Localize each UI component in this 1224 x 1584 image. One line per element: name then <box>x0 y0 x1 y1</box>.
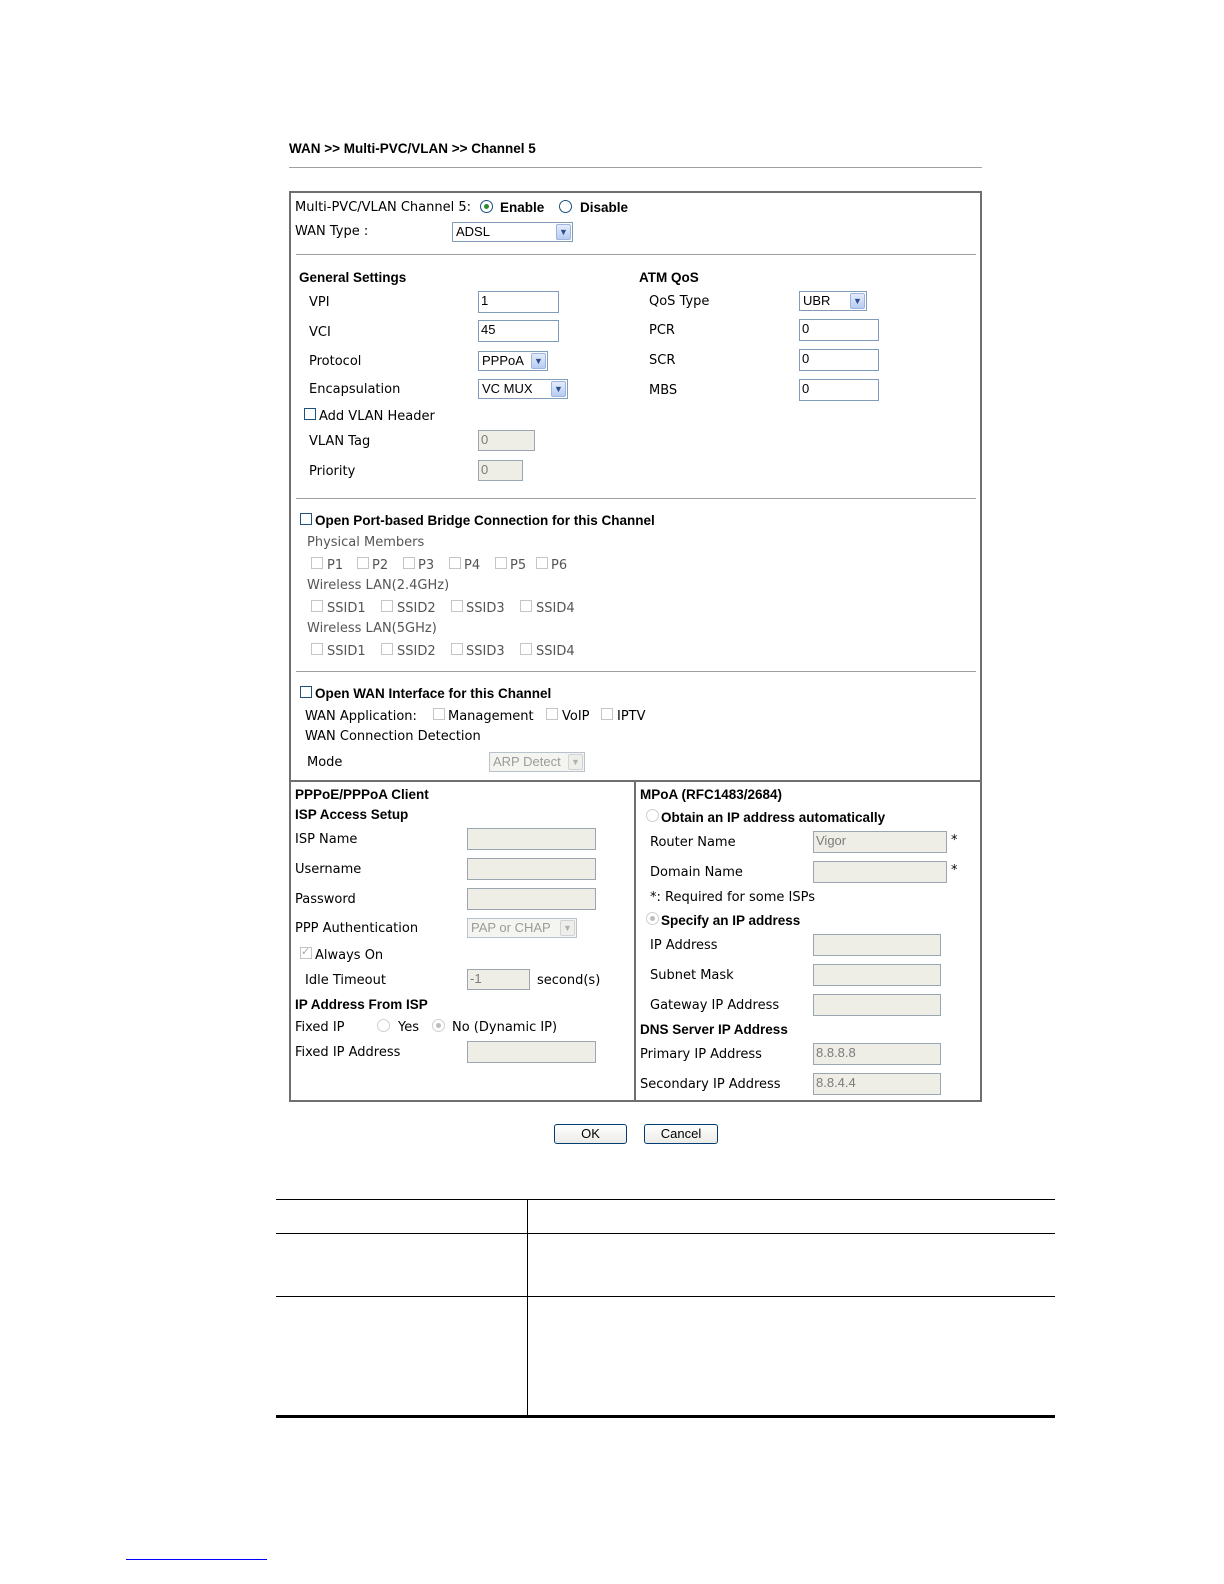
vpi-label: VPI <box>309 295 330 310</box>
wlan24-ssid3-checkbox[interactable] <box>451 600 463 612</box>
add-vlan-checkbox[interactable] <box>304 408 316 420</box>
fixed-ip-label: Fixed IP <box>295 1020 345 1035</box>
open-bridge-checkbox[interactable] <box>300 513 312 525</box>
wan-type-value: ADSL <box>456 224 490 239</box>
gateway-ip-input[interactable] <box>813 994 941 1016</box>
title-divider <box>289 167 982 168</box>
wlan5-ssid3-label: SSID3 <box>466 644 505 659</box>
required-note: *: Required for some ISPs <box>650 890 816 905</box>
wlan5-ssid1-checkbox[interactable] <box>311 643 323 655</box>
fixed-ip-yes-radio[interactable] <box>377 1019 390 1032</box>
mbs-label: MBS <box>649 383 678 398</box>
section-divider <box>296 671 976 672</box>
subnet-mask-input[interactable] <box>813 964 941 986</box>
ppp-auth-value: PAP or CHAP <box>471 920 551 935</box>
mode-value: ARP Detect <box>493 754 561 769</box>
chevron-down-icon: ▼ <box>551 381 566 397</box>
pppoe-title: PPPoE/PPPoA Client <box>295 787 429 802</box>
primary-dns-input[interactable]: 8.8.8.8 <box>813 1043 941 1065</box>
obtain-ip-radio[interactable] <box>646 809 659 822</box>
port-p1-checkbox[interactable] <box>311 557 323 569</box>
fixed-ip-address-label: Fixed IP Address <box>295 1045 401 1060</box>
port-p2-checkbox[interactable] <box>357 557 369 569</box>
wlan24-ssid1-label: SSID1 <box>327 601 366 616</box>
add-vlan-label: Add VLAN Header <box>319 409 435 424</box>
wlan5-ssid2-checkbox[interactable] <box>381 643 393 655</box>
table-bottom-border <box>276 1415 1055 1418</box>
protocol-label: Protocol <box>309 354 362 369</box>
open-bridge-title: Open Port-based Bridge Connection for this Channel <box>315 513 655 528</box>
fixed-ip-address-input[interactable] <box>467 1041 596 1063</box>
port-p4-label: P4 <box>464 558 481 573</box>
wlan24-label: Wireless LAN(2.4GHz) <box>307 578 450 593</box>
protocol-value: PPPoA <box>482 353 524 368</box>
disable-radio[interactable] <box>559 200 572 213</box>
chevron-down-icon: ▼ <box>556 224 571 240</box>
port-p6-checkbox[interactable] <box>536 557 548 569</box>
port-p3-checkbox[interactable] <box>403 557 415 569</box>
wlan5-ssid3-checkbox[interactable] <box>451 643 463 655</box>
wlan24-ssid1-checkbox[interactable] <box>311 600 323 612</box>
wlan24-ssid3-label: SSID3 <box>466 601 505 616</box>
vlan-tag-input[interactable]: 0 <box>478 430 535 451</box>
table-header-border <box>276 1233 1055 1234</box>
section-divider <box>296 498 976 499</box>
section-divider <box>296 254 976 255</box>
app-voip-label: VoIP <box>562 709 590 724</box>
router-required-star: * <box>951 833 958 848</box>
isp-name-label: ISP Name <box>295 832 358 847</box>
wan-detection-label: WAN Connection Detection <box>305 729 481 744</box>
domain-name-label: Domain Name <box>650 865 743 880</box>
app-iptv-checkbox[interactable] <box>601 708 613 720</box>
always-on-checkbox[interactable] <box>300 947 312 959</box>
vci-input[interactable]: 45 <box>478 320 559 342</box>
subnet-mask-label: Subnet Mask <box>650 968 734 983</box>
encapsulation-value: VC MUX <box>482 381 533 396</box>
scr-label: SCR <box>649 353 676 368</box>
app-management-label: Management <box>448 709 534 724</box>
port-p3-label: P3 <box>418 558 435 573</box>
username-input[interactable] <box>467 858 596 880</box>
secondary-dns-label: Secondary IP Address <box>640 1077 781 1092</box>
protocol-select[interactable] <box>478 351 548 371</box>
vpi-input[interactable]: 1 <box>478 291 559 313</box>
priority-label: Priority <box>309 464 356 479</box>
ppp-auth-select[interactable] <box>467 918 577 938</box>
mode-label: Mode <box>307 755 343 770</box>
wan-type-label: WAN Type : <box>295 224 369 239</box>
app-voip-checkbox[interactable] <box>546 708 558 720</box>
fixed-ip-yes-label: Yes <box>398 1020 419 1035</box>
isp-name-input[interactable] <box>467 828 596 850</box>
chevron-down-icon: ▼ <box>531 353 546 369</box>
fixed-ip-no-radio[interactable] <box>432 1019 445 1032</box>
wan-type-select[interactable] <box>452 222 573 242</box>
disable-label: Disable <box>580 200 629 215</box>
obtain-ip-label: Obtain an IP address automatically <box>661 810 886 825</box>
ip-from-isp-title: IP Address From ISP <box>295 997 428 1012</box>
isp-access-title: ISP Access Setup <box>295 807 409 822</box>
port-p1-label: P1 <box>327 558 344 573</box>
breadcrumb: WAN >> Multi-PVC/VLAN >> Channel 5 <box>289 141 536 156</box>
table-top-border <box>276 1199 1055 1200</box>
wlan5-ssid1-label: SSID1 <box>327 644 366 659</box>
port-p2-label: P2 <box>372 558 389 573</box>
router-name-input[interactable]: Vigor <box>813 831 947 853</box>
ip-address-input[interactable] <box>813 934 941 956</box>
secondary-dns-input[interactable]: 8.8.4.4 <box>813 1073 941 1095</box>
chevron-down-icon: ▼ <box>850 293 865 309</box>
wan-application-label: WAN Application: <box>305 709 417 724</box>
wlan5-ssid2-label: SSID2 <box>397 644 436 659</box>
username-label: Username <box>295 862 362 877</box>
specify-ip-label: Specify an IP address <box>661 913 801 928</box>
mpoa-title: MPoA (RFC1483/2684) <box>640 787 783 802</box>
always-on-label: Always On <box>315 948 384 963</box>
vlan-tag-label: VLAN Tag <box>309 434 371 449</box>
mode-select[interactable] <box>489 752 585 772</box>
primary-dns-label: Primary IP Address <box>640 1047 762 1062</box>
gateway-ip-label: Gateway IP Address <box>650 998 780 1013</box>
app-management-checkbox[interactable] <box>433 708 445 720</box>
domain-required-star: * <box>951 863 958 878</box>
chevron-down-icon: ▼ <box>560 920 575 936</box>
qos-type-value: UBR <box>803 293 831 308</box>
port-p6-label: P6 <box>551 558 568 573</box>
dns-server-title: DNS Server IP Address <box>640 1022 788 1037</box>
fixed-ip-no-label: No (Dynamic IP) <box>452 1020 558 1035</box>
wlan24-ssid4-label: SSID4 <box>536 601 575 616</box>
pcr-label: PCR <box>649 323 675 338</box>
specify-ip-radio[interactable] <box>646 912 659 925</box>
footnote-rule <box>126 1559 267 1560</box>
wlan5-ssid4-checkbox[interactable] <box>520 643 532 655</box>
enable-label: Enable <box>500 200 545 215</box>
wlan5-label: Wireless LAN(5GHz) <box>307 621 437 636</box>
ppp-auth-label: PPP Authentication <box>295 921 419 936</box>
qos-type-select[interactable] <box>799 291 867 311</box>
table-column-divider <box>527 1199 528 1416</box>
password-label: Password <box>295 892 356 907</box>
atm-qos-title: ATM QoS <box>639 270 699 285</box>
pcr-input[interactable]: 0 <box>799 319 879 341</box>
app-iptv-label: IPTV <box>617 709 646 724</box>
router-name-label: Router Name <box>650 835 736 850</box>
domain-name-input[interactable] <box>813 861 947 883</box>
vci-label: VCI <box>309 325 331 340</box>
physical-members-label: Physical Members <box>307 535 425 550</box>
table-row-border <box>276 1296 1055 1297</box>
port-p4-checkbox[interactable] <box>449 557 461 569</box>
open-wan-checkbox[interactable] <box>300 686 312 698</box>
column-divider <box>634 780 636 1102</box>
priority-input[interactable]: 0 <box>478 460 523 481</box>
wlan24-ssid2-checkbox[interactable] <box>381 600 393 612</box>
port-p5-checkbox[interactable] <box>495 557 507 569</box>
encapsulation-label: Encapsulation <box>309 382 401 397</box>
cancel-button[interactable]: Cancel <box>644 1124 718 1144</box>
wlan24-ssid4-checkbox[interactable] <box>520 600 532 612</box>
encapsulation-select[interactable] <box>478 379 568 399</box>
port-p5-label: P5 <box>510 558 527 573</box>
ip-address-label: IP Address <box>650 938 718 953</box>
scr-input[interactable]: 0 <box>799 349 879 371</box>
wlan24-ssid2-label: SSID2 <box>397 601 436 616</box>
chevron-down-icon: ▼ <box>568 754 583 770</box>
general-settings-title: General Settings <box>299 270 407 285</box>
wlan5-ssid4-label: SSID4 <box>536 644 575 659</box>
idle-timeout-unit: second(s) <box>537 973 601 988</box>
idle-timeout-label: Idle Timeout <box>305 973 386 988</box>
qos-type-label: QoS Type <box>649 294 710 309</box>
channel-label: Multi-PVC/VLAN Channel 5: <box>295 200 471 215</box>
mbs-input[interactable]: 0 <box>799 379 879 401</box>
idle-timeout-input[interactable]: -1 <box>467 969 530 990</box>
open-wan-title: Open WAN Interface for this Channel <box>315 686 552 701</box>
enable-radio[interactable] <box>480 200 493 213</box>
password-input[interactable] <box>467 888 596 910</box>
ok-button[interactable]: OK <box>554 1124 627 1144</box>
